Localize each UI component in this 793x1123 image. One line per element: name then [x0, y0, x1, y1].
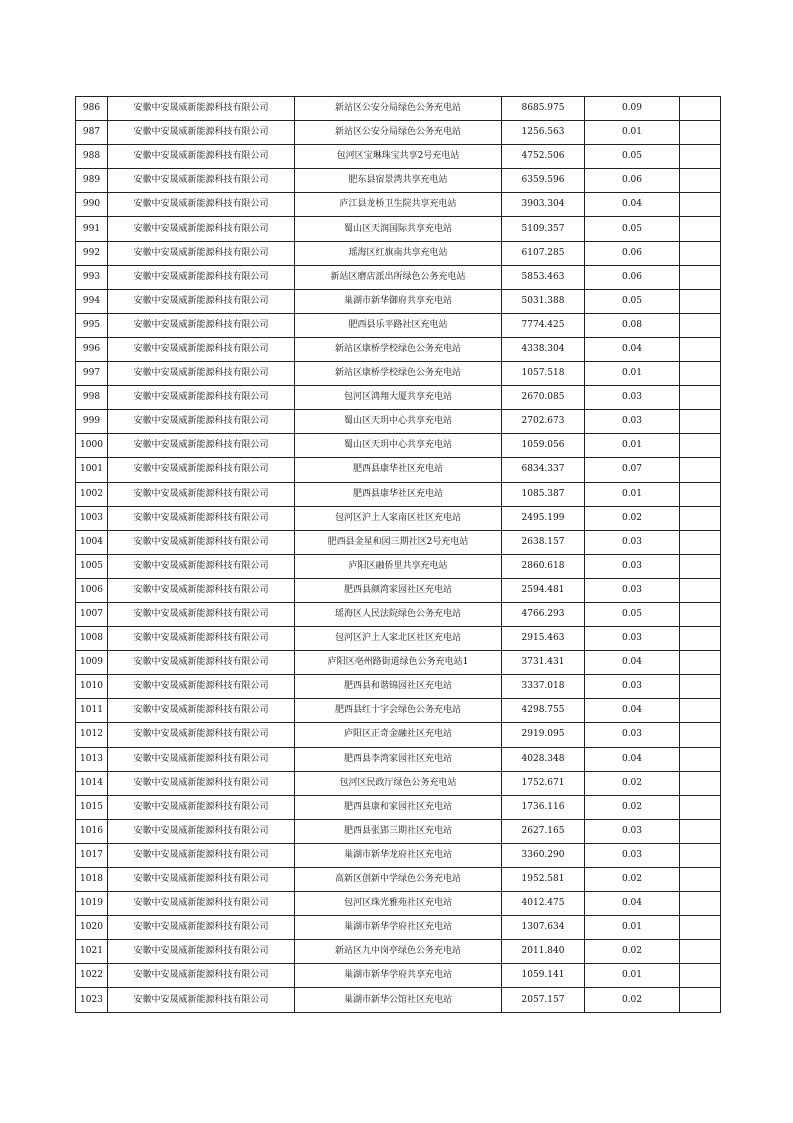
station-name-cell: 新站区公安分局绿色公务充电站: [295, 97, 502, 121]
table-row: [76, 988, 721, 1012]
company-cell: 安徽中安晟威新能源科技有限公司: [108, 217, 295, 241]
ratio-value-cell: 0.03: [585, 530, 680, 554]
station-name-cell: 新站区康桥学校绿色公务充电站: [295, 362, 502, 386]
table-row: [76, 121, 721, 145]
energy-value-cell: 6359.596: [502, 169, 585, 193]
company-cell: 安徽中安晟威新能源科技有限公司: [108, 386, 295, 410]
station-name-cell: 瑶海区红旗南共享充电站: [295, 241, 502, 265]
energy-value-cell: 1736.116: [502, 795, 585, 819]
company-cell: 安徽中安晟威新能源科技有限公司: [108, 362, 295, 386]
row-number-cell: 989: [76, 169, 108, 193]
remark-cell: [680, 699, 721, 723]
energy-value-cell: 7774.425: [502, 313, 585, 337]
company-cell: 安徽中安晟威新能源科技有限公司: [108, 699, 295, 723]
ratio-value-cell: 0.05: [585, 145, 680, 169]
company-cell: 安徽中安晟威新能源科技有限公司: [108, 121, 295, 145]
remark-cell: [680, 362, 721, 386]
company-cell: 安徽中安晟威新能源科技有限公司: [108, 193, 295, 217]
remark-cell: [680, 554, 721, 578]
row-number-cell: 987: [76, 121, 108, 145]
station-name-cell: 巢湖市新华学府共享充电站: [295, 964, 502, 988]
energy-value-cell: 1059.056: [502, 434, 585, 458]
station-name-cell: 庐阳区亳州路街道绿色公务充电站1: [295, 651, 502, 675]
energy-value-cell: 3360.290: [502, 843, 585, 867]
ratio-value-cell: 0.02: [585, 868, 680, 892]
table-body: [76, 97, 721, 1013]
row-number-cell: 1016: [76, 819, 108, 843]
remark-cell: [680, 241, 721, 265]
company-cell: 安徽中安晟威新能源科技有限公司: [108, 675, 295, 699]
ratio-value-cell: 0.03: [585, 819, 680, 843]
table-row: [76, 313, 721, 337]
remark-cell: [680, 747, 721, 771]
remark-cell: [680, 892, 721, 916]
energy-value-cell: 2011.840: [502, 940, 585, 964]
station-name-cell: 包河区宝琳珠宝共享2号充电站: [295, 145, 502, 169]
table-row: [76, 169, 721, 193]
company-cell: 安徽中安晟威新能源科技有限公司: [108, 145, 295, 169]
station-name-cell: 肥西县乐平路社区充电站: [295, 313, 502, 337]
remark-cell: [680, 578, 721, 602]
ratio-value-cell: 0.07: [585, 458, 680, 482]
ratio-value-cell: 0.01: [585, 482, 680, 506]
row-number-cell: 1021: [76, 940, 108, 964]
company-cell: 安徽中安晟威新能源科技有限公司: [108, 241, 295, 265]
row-number-cell: 994: [76, 289, 108, 313]
table-row: [76, 675, 721, 699]
energy-value-cell: 2670.085: [502, 386, 585, 410]
company-cell: 安徽中安晟威新能源科技有限公司: [108, 434, 295, 458]
table-row: [76, 289, 721, 313]
row-number-cell: 1013: [76, 747, 108, 771]
station-name-cell: 包河区珠光雅苑社区充电站: [295, 892, 502, 916]
remark-cell: [680, 217, 721, 241]
table-row: [76, 892, 721, 916]
ratio-value-cell: 0.03: [585, 578, 680, 602]
company-cell: 安徽中安晟威新能源科技有限公司: [108, 97, 295, 121]
table-row: [76, 193, 721, 217]
energy-value-cell: 4766.293: [502, 602, 585, 626]
row-number-cell: 991: [76, 217, 108, 241]
station-name-cell: 肥西县红十字会绿色公务充电站: [295, 699, 502, 723]
ratio-value-cell: 0.01: [585, 121, 680, 145]
company-cell: 安徽中安晟威新能源科技有限公司: [108, 940, 295, 964]
station-name-cell: 庐阳区正奇金融社区充电站: [295, 723, 502, 747]
energy-value-cell: 1752.671: [502, 771, 585, 795]
energy-value-cell: 2495.199: [502, 506, 585, 530]
energy-value-cell: 2638.157: [502, 530, 585, 554]
remark-cell: [680, 121, 721, 145]
table-row: [76, 916, 721, 940]
ratio-value-cell: 0.01: [585, 362, 680, 386]
table-row: [76, 940, 721, 964]
remark-cell: [680, 723, 721, 747]
ratio-value-cell: 0.03: [585, 675, 680, 699]
ratio-value-cell: 0.05: [585, 602, 680, 626]
remark-cell: [680, 940, 721, 964]
company-cell: 安徽中安晟威新能源科技有限公司: [108, 747, 295, 771]
table-row: [76, 554, 721, 578]
row-number-cell: 1020: [76, 916, 108, 940]
energy-value-cell: 1952.581: [502, 868, 585, 892]
station-name-cell: 肥西县李湾家园社区充电站: [295, 747, 502, 771]
table-row: [76, 771, 721, 795]
energy-value-cell: 5853.463: [502, 265, 585, 289]
company-cell: 安徽中安晟威新能源科技有限公司: [108, 482, 295, 506]
remark-cell: [680, 506, 721, 530]
company-cell: 安徽中安晟威新能源科技有限公司: [108, 506, 295, 530]
company-cell: 安徽中安晟威新能源科技有限公司: [108, 554, 295, 578]
ratio-value-cell: 0.01: [585, 964, 680, 988]
station-name-cell: 肥西县张郢三期社区充电站: [295, 819, 502, 843]
station-name-cell: 巢湖市新华御府共享充电站: [295, 289, 502, 313]
table-row: [76, 482, 721, 506]
row-number-cell: 1001: [76, 458, 108, 482]
energy-value-cell: 6834.337: [502, 458, 585, 482]
energy-value-cell: 4752.506: [502, 145, 585, 169]
data-table: [75, 96, 721, 1013]
company-cell: 安徽中安晟威新能源科技有限公司: [108, 795, 295, 819]
table-row: [76, 795, 721, 819]
company-cell: 安徽中安晟威新能源科技有限公司: [108, 530, 295, 554]
row-number-cell: 1019: [76, 892, 108, 916]
energy-value-cell: 4298.755: [502, 699, 585, 723]
ratio-value-cell: 0.03: [585, 410, 680, 434]
ratio-value-cell: 0.03: [585, 386, 680, 410]
ratio-value-cell: 0.05: [585, 289, 680, 313]
energy-value-cell: 2594.481: [502, 578, 585, 602]
energy-value-cell: 8685.975: [502, 97, 585, 121]
energy-value-cell: 3337.018: [502, 675, 585, 699]
table-row: [76, 747, 721, 771]
row-number-cell: 1011: [76, 699, 108, 723]
company-cell: 安徽中安晟威新能源科技有限公司: [108, 723, 295, 747]
remark-cell: [680, 265, 721, 289]
row-number-cell: 1008: [76, 627, 108, 651]
remark-cell: [680, 651, 721, 675]
remark-cell: [680, 988, 721, 1012]
row-number-cell: 1022: [76, 964, 108, 988]
row-number-cell: 1005: [76, 554, 108, 578]
table-row: [76, 458, 721, 482]
station-name-cell: 新站区康桥学校绿色公务充电站: [295, 337, 502, 361]
station-name-cell: 蜀山区天玥中心共享充电站: [295, 410, 502, 434]
station-name-cell: 包河区沪上人家南区社区充电站: [295, 506, 502, 530]
energy-value-cell: 5109.357: [502, 217, 585, 241]
station-name-cell: 巢湖市新华学府社区充电站: [295, 916, 502, 940]
energy-value-cell: 2915.463: [502, 627, 585, 651]
station-name-cell: 肥西县康华社区充电站: [295, 482, 502, 506]
row-number-cell: 998: [76, 386, 108, 410]
table-row: [76, 506, 721, 530]
row-number-cell: 1006: [76, 578, 108, 602]
company-cell: 安徽中安晟威新能源科技有限公司: [108, 289, 295, 313]
ratio-value-cell: 0.01: [585, 916, 680, 940]
table-row: [76, 145, 721, 169]
row-number-cell: 986: [76, 97, 108, 121]
row-number-cell: 1003: [76, 506, 108, 530]
energy-value-cell: 2860.618: [502, 554, 585, 578]
ratio-value-cell: 0.03: [585, 554, 680, 578]
station-name-cell: 肥西县康和家园社区充电站: [295, 795, 502, 819]
row-number-cell: 992: [76, 241, 108, 265]
row-number-cell: 1015: [76, 795, 108, 819]
table-row: [76, 578, 721, 602]
ratio-value-cell: 0.04: [585, 747, 680, 771]
energy-value-cell: 1057.518: [502, 362, 585, 386]
table-row: [76, 434, 721, 458]
ratio-value-cell: 0.08: [585, 313, 680, 337]
ratio-value-cell: 0.01: [585, 434, 680, 458]
station-name-cell: 新站区公安分局绿色公务充电站: [295, 121, 502, 145]
station-name-cell: 庐阳区融侨里共享充电站: [295, 554, 502, 578]
ratio-value-cell: 0.04: [585, 337, 680, 361]
remark-cell: [680, 843, 721, 867]
remark-cell: [680, 458, 721, 482]
table-row: [76, 217, 721, 241]
row-number-cell: 1012: [76, 723, 108, 747]
table-row: [76, 241, 721, 265]
row-number-cell: 993: [76, 265, 108, 289]
energy-value-cell: 2702.673: [502, 410, 585, 434]
company-cell: 安徽中安晟威新能源科技有限公司: [108, 602, 295, 626]
remark-cell: [680, 795, 721, 819]
remark-cell: [680, 771, 721, 795]
company-cell: 安徽中安晟威新能源科技有限公司: [108, 868, 295, 892]
ratio-value-cell: 0.04: [585, 699, 680, 723]
company-cell: 安徽中安晟威新能源科技有限公司: [108, 819, 295, 843]
remark-cell: [680, 289, 721, 313]
energy-value-cell: 3903.304: [502, 193, 585, 217]
remark-cell: [680, 868, 721, 892]
ratio-value-cell: 0.09: [585, 97, 680, 121]
energy-value-cell: 2057.157: [502, 988, 585, 1012]
energy-value-cell: 2627.165: [502, 819, 585, 843]
remark-cell: [680, 675, 721, 699]
station-name-cell: 肥东县宿景湾共享充电站: [295, 169, 502, 193]
row-number-cell: 1018: [76, 868, 108, 892]
station-name-cell: 蜀山区天玥中心共享充电站: [295, 434, 502, 458]
table-row: [76, 843, 721, 867]
ratio-value-cell: 0.02: [585, 795, 680, 819]
company-cell: 安徽中安晟威新能源科技有限公司: [108, 964, 295, 988]
ratio-value-cell: 0.03: [585, 627, 680, 651]
table-row: [76, 362, 721, 386]
station-name-cell: 巢湖市新华公馆社区充电站: [295, 988, 502, 1012]
remark-cell: [680, 410, 721, 434]
energy-value-cell: 4028.348: [502, 747, 585, 771]
row-number-cell: 990: [76, 193, 108, 217]
company-cell: 安徽中安晟威新能源科技有限公司: [108, 651, 295, 675]
station-name-cell: 肥西县和谐锦园社区充电站: [295, 675, 502, 699]
row-number-cell: 1010: [76, 675, 108, 699]
row-number-cell: 997: [76, 362, 108, 386]
ratio-value-cell: 0.04: [585, 193, 680, 217]
company-cell: 安徽中安晟威新能源科技有限公司: [108, 843, 295, 867]
energy-value-cell: 2919.095: [502, 723, 585, 747]
table-row: [76, 964, 721, 988]
row-number-cell: 1017: [76, 843, 108, 867]
row-number-cell: 999: [76, 410, 108, 434]
table-row: [76, 819, 721, 843]
row-number-cell: 1002: [76, 482, 108, 506]
station-name-cell: 瑶海区人民法院绿色公务充电站: [295, 602, 502, 626]
company-cell: 安徽中安晟威新能源科技有限公司: [108, 916, 295, 940]
station-name-cell: 包河区沪上人家北区社区充电站: [295, 627, 502, 651]
station-name-cell: 肥西县康华社区充电站: [295, 458, 502, 482]
remark-cell: [680, 602, 721, 626]
energy-value-cell: 5031.388: [502, 289, 585, 313]
company-cell: 安徽中安晟威新能源科技有限公司: [108, 771, 295, 795]
ratio-value-cell: 0.02: [585, 940, 680, 964]
table-row: [76, 386, 721, 410]
remark-cell: [680, 916, 721, 940]
ratio-value-cell: 0.04: [585, 651, 680, 675]
table-row: [76, 530, 721, 554]
station-name-cell: 蜀山区天润国际共享充电站: [295, 217, 502, 241]
ratio-value-cell: 0.04: [585, 892, 680, 916]
row-number-cell: 996: [76, 337, 108, 361]
company-cell: 安徽中安晟威新能源科技有限公司: [108, 458, 295, 482]
station-name-cell: 肥西县金星和园三期社区2号充电站: [295, 530, 502, 554]
energy-value-cell: 6107.285: [502, 241, 585, 265]
row-number-cell: 1014: [76, 771, 108, 795]
remark-cell: [680, 964, 721, 988]
company-cell: 安徽中安晟威新能源科技有限公司: [108, 337, 295, 361]
ratio-value-cell: 0.05: [585, 217, 680, 241]
ratio-value-cell: 0.06: [585, 241, 680, 265]
table-row: [76, 97, 721, 121]
table-row: [76, 410, 721, 434]
energy-value-cell: 4012.475: [502, 892, 585, 916]
row-number-cell: 1000: [76, 434, 108, 458]
company-cell: 安徽中安晟威新能源科技有限公司: [108, 313, 295, 337]
table-row: [76, 627, 721, 651]
remark-cell: [680, 193, 721, 217]
ratio-value-cell: 0.02: [585, 988, 680, 1012]
station-name-cell: 肥西县颜湾家园社区充电站: [295, 578, 502, 602]
table-row: [76, 337, 721, 361]
company-cell: 安徽中安晟威新能源科技有限公司: [108, 988, 295, 1012]
remark-cell: [680, 145, 721, 169]
row-number-cell: 1023: [76, 988, 108, 1012]
company-cell: 安徽中安晟威新能源科技有限公司: [108, 169, 295, 193]
row-number-cell: 995: [76, 313, 108, 337]
remark-cell: [680, 386, 721, 410]
station-name-cell: 巢湖市新华龙府社区充电站: [295, 843, 502, 867]
remark-cell: [680, 627, 721, 651]
company-cell: 安徽中安晟威新能源科技有限公司: [108, 578, 295, 602]
table-row: [76, 265, 721, 289]
table-row: [76, 602, 721, 626]
company-cell: 安徽中安晟威新能源科技有限公司: [108, 627, 295, 651]
row-number-cell: 988: [76, 145, 108, 169]
station-name-cell: 新站区磨店派出所绿色公务充电站: [295, 265, 502, 289]
company-cell: 安徽中安晟威新能源科技有限公司: [108, 892, 295, 916]
energy-value-cell: 4338.304: [502, 337, 585, 361]
remark-cell: [680, 434, 721, 458]
energy-value-cell: 1256.563: [502, 121, 585, 145]
remark-cell: [680, 313, 721, 337]
row-number-cell: 1004: [76, 530, 108, 554]
station-name-cell: 包河区民政厅绿色公务充电站: [295, 771, 502, 795]
remark-cell: [680, 482, 721, 506]
remark-cell: [680, 530, 721, 554]
ratio-value-cell: 0.02: [585, 506, 680, 530]
remark-cell: [680, 169, 721, 193]
row-number-cell: 1007: [76, 602, 108, 626]
station-name-cell: 包河区鸿翔大厦共享充电站: [295, 386, 502, 410]
energy-value-cell: 1307.634: [502, 916, 585, 940]
remark-cell: [680, 97, 721, 121]
remark-cell: [680, 819, 721, 843]
ratio-value-cell: 0.03: [585, 723, 680, 747]
station-name-cell: 高新区创新中学绿色公务充电站: [295, 868, 502, 892]
row-number-cell: 1009: [76, 651, 108, 675]
table-row: [76, 651, 721, 675]
energy-value-cell: 1085.387: [502, 482, 585, 506]
table-row: [76, 723, 721, 747]
energy-value-cell: 1059.141: [502, 964, 585, 988]
remark-cell: [680, 337, 721, 361]
company-cell: 安徽中安晟威新能源科技有限公司: [108, 410, 295, 434]
ratio-value-cell: 0.03: [585, 843, 680, 867]
station-name-cell: 新站区九中岗亭绿色公务充电站: [295, 940, 502, 964]
ratio-value-cell: 0.06: [585, 265, 680, 289]
energy-value-cell: 3731.431: [502, 651, 585, 675]
ratio-value-cell: 0.06: [585, 169, 680, 193]
table-row: [76, 868, 721, 892]
company-cell: 安徽中安晟威新能源科技有限公司: [108, 265, 295, 289]
ratio-value-cell: 0.02: [585, 771, 680, 795]
station-name-cell: 庐江县龙桥卫生院共享充电站: [295, 193, 502, 217]
table-row: [76, 699, 721, 723]
